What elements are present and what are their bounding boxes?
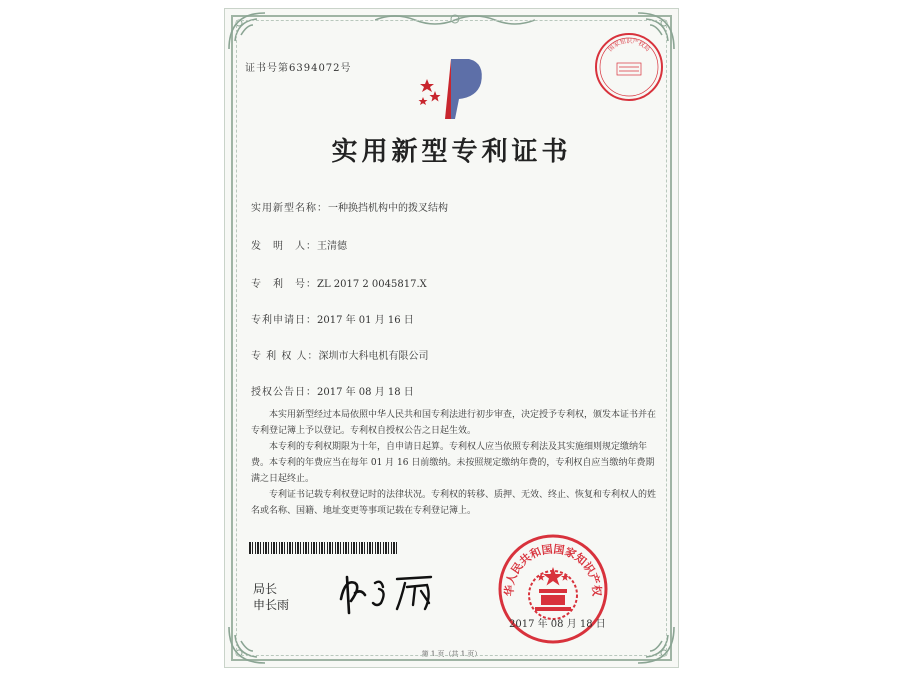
barcode-bar (337, 542, 339, 554)
barcode-bar (249, 542, 251, 554)
corner-ornament-top-right (636, 11, 676, 51)
barcode-bar (297, 542, 299, 554)
seal-large-text: 华人民共和国国家知识产权 (502, 542, 604, 597)
seal-large (497, 533, 609, 645)
barcode-bar (265, 542, 267, 554)
barcode-bar (316, 542, 317, 554)
barcode-bar (343, 542, 344, 554)
seal-small-text: 国家知识产权局 (606, 38, 652, 54)
barcode-bar (313, 542, 315, 554)
barcode-bar (332, 542, 333, 554)
barcode-bar (372, 542, 373, 554)
barcode-bar (271, 542, 272, 554)
barcode-bar (255, 542, 256, 554)
barcode-bar (276, 542, 277, 554)
svg-text:中华人民共和国国家知识产权局 (497, 533, 604, 597)
barcode-bar (284, 542, 285, 554)
barcode-bar (260, 542, 261, 554)
barcode-bar (375, 542, 376, 554)
barcode-bar (289, 542, 291, 554)
barcode-bar (359, 542, 360, 554)
corner-ornament-bottom-left (227, 625, 267, 665)
barcode-bar (324, 542, 325, 554)
barcode-bar (305, 542, 307, 554)
field-application-date: 专利申请日：2017 年 01 月 16 日 (251, 315, 414, 326)
field-utility-model-name: 实用新型名称：一种换挡机构中的拨叉结构 (251, 203, 448, 214)
barcode-bar (345, 542, 347, 554)
barcode-bar (311, 542, 312, 554)
field-patentee: 专 利 权 人：深圳市大科电机有限公司 (251, 351, 429, 362)
barcode-bar (300, 542, 301, 554)
barcode (249, 539, 399, 551)
barcode-bar (319, 542, 320, 554)
page-number: 第 1 页（共 1 页） (421, 650, 482, 658)
barcode-bar (273, 542, 275, 554)
barcode-bar (364, 542, 365, 554)
seal-small (593, 31, 665, 103)
barcode-bar (353, 542, 355, 554)
barcode-bar (367, 542, 368, 554)
barcode-bar (287, 542, 288, 554)
paragraph-grant: 本实用新型经过本局依照中华人民共和国专利法进行初步审查，决定授予专利权，颁发本证书并在专利登记簿上予以登记。专利权自授权公告之日起生效。 (251, 410, 657, 436)
corner-ornament-top-left (227, 11, 267, 51)
field-grant-date: 授权公告日：2017 年 08 月 18 日 (251, 387, 414, 398)
barcode-bar (321, 542, 323, 554)
corner-ornament-bottom-right (636, 625, 676, 665)
barcode-bar (252, 542, 253, 554)
barcode-bar (268, 542, 269, 554)
barcode-bar (356, 542, 357, 554)
barcode-bar (263, 542, 264, 554)
director-block (253, 581, 289, 613)
barcode-bar (393, 542, 395, 554)
field-inventor: 发 明 人：王清德 (251, 241, 347, 252)
barcode-bar (279, 542, 280, 554)
top-flourish (375, 11, 535, 25)
barcode-bar (335, 542, 336, 554)
barcode-bar (361, 542, 363, 554)
barcode-bar (388, 542, 389, 554)
svg-text:国家知识产权局 (606, 37, 652, 53)
director-title: 局长 (253, 582, 278, 596)
certificate-title: 实用新型专利证书 (331, 137, 572, 167)
barcode-bar (348, 542, 349, 554)
barcode-bar (308, 542, 309, 554)
barcode-bar (257, 542, 259, 554)
barcode-bar (351, 542, 352, 554)
barcode-bar (329, 542, 331, 554)
barcode-bar (369, 542, 371, 554)
barcode-bar (292, 542, 293, 554)
barcode-bar (391, 542, 392, 554)
director-name: 申长雨 (253, 598, 290, 612)
barcode-bar (295, 542, 296, 554)
issue-date: 2017 年 08 月 18 日 (509, 619, 606, 630)
patent-office-logo (411, 53, 491, 123)
patent-certificate (224, 8, 679, 668)
paragraph-term: 本专利的专利权期限为十年，自申请日起算。专利权人应当依照专利法及其实施细则规定缴纳年费。本专利的年费应当在每年 01 月 16 日前缴纳。未按照规定缴纳年费的，专利权自应当缴纳年费期满之日起终止。 (251, 442, 655, 484)
barcode-bar (380, 542, 381, 554)
barcode-bar (377, 542, 379, 554)
barcode-bar (327, 542, 328, 554)
barcode-bar (303, 542, 304, 554)
barcode-bar (383, 542, 384, 554)
barcode-bar (385, 542, 387, 554)
paragraph-record: 专利证书记载专利权登记时的法律状况。专利权的转移、质押、无效、终止、恢复和专利权人的姓名或名称、国籍、地址变更等事项记载在专利登记簿上。 (251, 490, 657, 516)
barcode-bar (340, 542, 341, 554)
field-patent-number: 专 利 号：ZL 2017 2 0045817.X (251, 279, 427, 290)
barcode-bar (281, 542, 283, 554)
director-signature (335, 569, 445, 615)
certificate-number: 证书号第6394072号 (245, 63, 352, 74)
barcode-bar (396, 542, 397, 554)
